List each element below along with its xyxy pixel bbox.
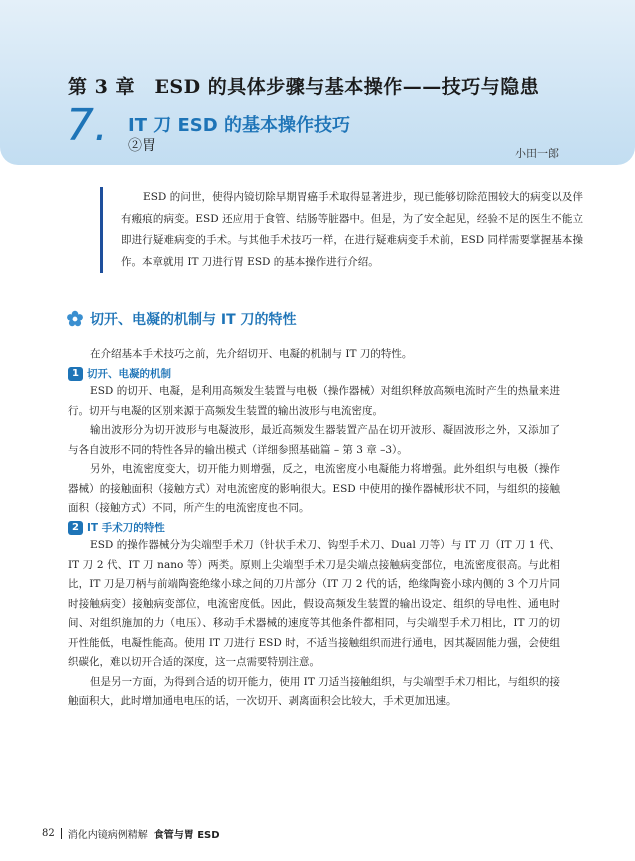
section-heading <box>66 309 297 329</box>
author: 小田一郎 <box>515 147 559 160</box>
section-subtitle: ②胃 <box>128 138 156 154</box>
page-number: 82 <box>42 828 55 839</box>
book-title: 消化内镜病例精解 <box>67 830 148 841</box>
intro-block <box>68 345 560 365</box>
abstract-block <box>100 187 583 273</box>
chapter-title: 第 3 章 ESD 的具体步骤与基本操作——技巧与隐患 <box>68 76 540 98</box>
subheading-1-text: 切开、电凝的机制 <box>87 368 171 380</box>
footer-divider <box>61 828 62 839</box>
abstract-text: ESD 的问世，使得内镜切除早期胃癌手术取得显著进步，现已能够切除范围较大的病变以及伴有瘢痕的病变。ESD 还应用于食管、结肠等脏器中。但是，为了安全起见，经验不足的医生不能立即进行疑难病变的手术。与其他手术技巧一样，在进行疑难病变手术前，ESD 同样需要掌握基本操作。本章就用 IT 刀进行胃 ESD 的基本操作进行介绍。 <box>121 191 583 268</box>
subheading-2 <box>68 520 165 535</box>
intro-paragraph: 在介绍基本手术技巧之前，先介绍切开、电凝的机制与 IT 刀的特性。 <box>90 348 413 360</box>
subheading-1-number: 1 <box>68 367 83 381</box>
flower-icon <box>66 310 84 328</box>
paragraph: 但是另一方面，为得到合适的切开能力，使用 IT 刀适当接触组织，与尖端型手术刀相比，与组织的接触面积大，此时增加通电电压的话，一次切开、剥离面积会比较大，手术更加迅速。 <box>68 675 560 707</box>
paragraph: 另外，电流密度变大，切开能力则增强，反之，电流密度小电凝能力将增强。此外组织与电极（操作器械）的接触面积（接触方式）对电流密度的影响很大。ESD 中使用的操作器械形状不同，与组织的接触面积（接触方式）不同，所产生的电流密度也不同。 <box>68 463 560 514</box>
section-number: 7. <box>66 100 108 151</box>
sub1-body <box>68 382 560 519</box>
section-title: IT 刀 ESD 的基本操作技巧 <box>128 115 350 136</box>
paragraph: ESD 的操作器械分为尖端型手术刀（针状手术刀、钩型手术刀、Dual 刀等）与 IT 刀（IT 刀 1 代、IT 刀 2 代、IT 刀 nano 等）两类。原则上尖端型手术刀是尖端点接触病变部位，电流密度很高。与此相比，IT 刀是刀柄与前端陶瓷绝缘小球之间的刀片部分（IT 刀 2 代的话，绝缘陶瓷小球内侧的 3 个刀片同时接触病变）接触病变部位，电流密度低。因此，假设高频发生装置的输出设定、组织的导电性、通电时间、对组织施加的力（电压）、移动手术器械的速度等其他条件都相同，与尖端型手术刀相比，IT 刀的切开性能低，电凝性能高。使用 IT 刀进行 ESD 时，不适当接触组织而进行通电，因其凝固能力强，会使组织碳化，难以切开合适的深度，这一点需要特别注意。 <box>68 539 560 668</box>
sub2-body <box>68 536 560 712</box>
paragraph: 输出波形分为切开波形与电凝波形，最近高频发生器装置产品在切开波形、凝固波形之外，又添加了与各自波形不同的特性各异的输出模式（详细参照基础篇 – 第 3 章 –3）。 <box>68 424 560 456</box>
subheading-2-number: 2 <box>68 521 83 535</box>
series-title: 食管与胃 ESD <box>153 830 220 841</box>
paragraph: ESD 的切开、电凝，是利用高频发生装置与电极（操作器械）对组织释放高频电流时产生的热量来进行。切开与电凝的区别来源于高频发生装置的输出波形与电流密度。 <box>68 385 560 417</box>
section-heading-text: 切开、电凝的机制与 IT 刀的特性 <box>90 312 297 328</box>
subheading-2-text: IT 手术刀的特性 <box>87 522 165 534</box>
page-footer <box>42 826 220 841</box>
subheading-1 <box>68 366 171 381</box>
